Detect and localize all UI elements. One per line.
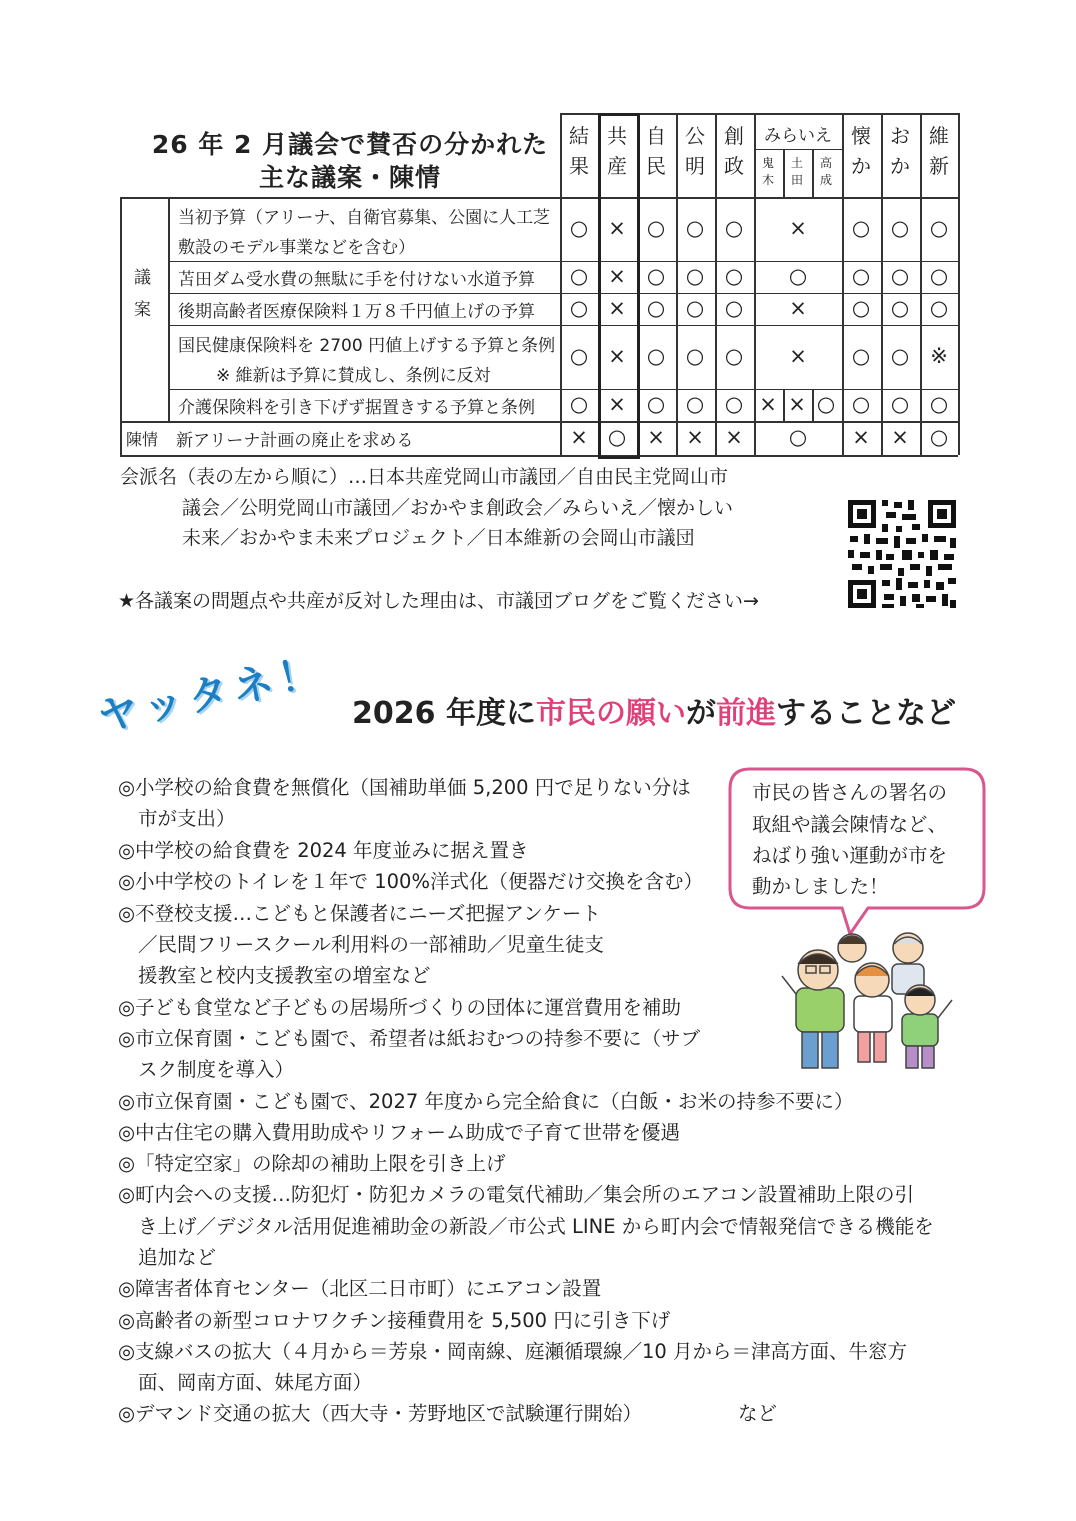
party-header [676,121,714,181]
achievement-item-continued: スク制度を導入） [138,1058,295,1081]
vote-mark: ○ [890,216,910,240]
vote-mark: ○ [685,296,705,320]
vote-mark: ○ [685,264,705,288]
group-label-giann: 議 [134,268,151,288]
factions-line1: 会派名（表の左から順に）…日本共産党岡山市議団／自由民主党岡山市 [120,466,729,488]
table-vline [120,197,122,455]
people-illustration-icon [772,926,972,1076]
table-hline [754,149,842,150]
vote-mark: ○ [569,344,589,368]
table-hline [120,455,958,457]
vote-mark: ○ [851,264,871,288]
bubble-line2: 取組や議会陳情など、 [752,813,948,836]
vote-mark: ○ [646,344,666,368]
vote-mark: ○ [646,264,666,288]
party-header-char: 結 [569,124,589,148]
vote-mark-mirai: ○ [788,264,808,288]
mirai-subheader-char: 成 [819,173,832,187]
mirai-subheader-char: 土 [790,156,803,170]
headline-part2: 市民の願い [535,696,686,731]
vote-mark: × [725,425,743,449]
vote-mark: ○ [569,264,589,288]
mirai-subheader-char: 田 [790,173,803,187]
vote-mark: × [891,425,909,449]
vote-mark: ○ [890,296,910,320]
party-header-char: か [890,154,910,178]
vote-mark: ○ [724,264,744,288]
headline-part3: が [685,696,716,731]
achievement-item-continued: 面、岡南方面、妹尾方面） [138,1371,373,1394]
table-hline [168,325,958,326]
vote-mark: ○ [724,344,744,368]
factions-line3: 未来／おかやま未来プロジェクト／日本維新の会岡山市議団 [182,527,695,549]
achievement-item: ◎小学校の給食費を無償化（国補助単価 5,200 円で足りない分は [118,776,691,799]
achievement-item-continued: ／民間フリースクール利用料の一部補助／児童生徒支 [138,933,604,956]
achievement-item-continued: 市が支出） [138,807,236,830]
row-label: 介護保険料を引き下げず据置きする予算と条例 [178,398,535,418]
vote-mark: ○ [929,425,949,449]
vote-table [120,113,960,456]
vote-mark: × [647,425,665,449]
achievement-item: ◎高齢者の新型コロナワクチン接種費用を 5,500 円に引き下げ [118,1309,671,1332]
vote-mark: × [608,392,626,416]
vote-mark-mirai: × [789,216,807,240]
row-label: 新アリーナ計画の廃止を求める [176,431,414,451]
party-header-char: 新 [929,154,949,178]
party-header-char: 創 [724,124,744,148]
factions-line2: 議会／公明党岡山市議団／おかやま創政会／みらいえ／懐かしい [182,497,734,519]
vote-mark: × [608,296,626,320]
yattane-logo [94,648,344,762]
vote-mark-mirai: × [759,392,777,416]
vote-mark: ○ [851,344,871,368]
vote-mark: ○ [685,344,705,368]
table-title-line2: 主な議案・陳情 [258,163,441,192]
vote-mark: × [686,425,704,449]
party-header [920,121,958,181]
qr-code-icon[interactable] [846,498,958,610]
party-header [598,121,636,181]
party-header-char: 自 [646,124,666,148]
row-label: 苫田ダム受水費の無駄に手を付けない水道予算 [178,270,535,290]
vote-mark: ○ [929,392,949,416]
group-label-chinjo: 陳情 [126,430,159,449]
vote-mark: ○ [569,296,589,320]
vote-mark-mirai: × [789,344,807,368]
achievement-item: ◎市立保育園・こども園で、希望者は紙おむつの持参不要に（サブ [118,1027,701,1050]
mirai-subheader-char: 高 [819,156,832,170]
row-label: 後期高齢者医療保険料１万８千円値上げの予算 [178,302,535,322]
party-header-char: 政 [724,154,744,178]
party-header-char: 民 [646,154,666,178]
achievement-item: ◎市立保育園・こども園で、2027 年度から完全給食に（白飯・お米の持参不要に） [118,1090,854,1113]
vote-mark: ○ [851,392,871,416]
bubble-line1: 市民の皆さんの署名の [752,781,948,804]
vote-mark: ○ [929,264,949,288]
vote-mark: ○ [685,392,705,416]
vote-mark: ○ [685,216,705,240]
party-header-char: か [851,154,871,178]
mirai-subheader [783,155,811,189]
vote-mark: ○ [646,392,666,416]
party-header [715,121,753,181]
headline-part1: 2026 年度に [352,696,536,731]
party-header [881,121,919,181]
vote-mark-mirai: ○ [788,425,808,449]
vote-mark: ○ [569,392,589,416]
achievement-item: ◎障害者体育センター（北区二日市町）にエアコン設置 [118,1277,602,1300]
achievement-item-continued: き上げ／デジタル活用促進補助金の新設／市公式 LINE から町内会で情報発信できる機能を [138,1215,934,1238]
vote-mark: ○ [724,216,744,240]
table-hline [168,293,958,294]
achievement-item: ◎中古住宅の購入費用助成やリフォーム助成で子育て世帯を優遇 [118,1121,681,1144]
mirai-subheader-char: 鬼 [761,156,774,170]
achievement-item-continued: 追加など [138,1246,217,1269]
mirai-subheader [754,155,782,189]
party-header-char: 公 [685,124,705,148]
table-vline [958,113,960,455]
table-hline [120,197,958,199]
row-label-sub: ※ 維新は予算に賛成し、条例に反対 [216,366,491,386]
row-label-sub: 敷設のモデル事業などを含む） [178,238,416,258]
party-header-char: 明 [685,154,705,178]
mirai-subheader-char: 木 [761,173,774,187]
achievement-item: ◎小中学校のトイレを１年で 100%洋式化（便器だけ交換を含む） [118,870,703,893]
vote-mark: ○ [724,296,744,320]
vote-mark: × [852,425,870,449]
vote-mark: ○ [724,392,744,416]
achievement-item: ◎中学校の給食費を 2024 年度並みに据え置き [118,839,529,862]
nado-text: など [738,1402,778,1425]
vote-mark-mirai: ○ [816,392,836,416]
vote-mark: ○ [569,216,589,240]
blog-note: ★各議案の問題点や共産が反対した理由は、市議団ブログをご覧ください→ [118,590,759,612]
achievement-item: ◎支線バスの拡大（４月から＝芳泉・岡南線、庭瀬循環線／10 月から＝津高方面、牛窓方 [118,1340,908,1363]
group-label-giann2: 案 [134,300,151,320]
party-header-char: 共 [607,124,627,148]
party-header [842,121,880,181]
vote-mark: × [608,344,626,368]
party-header [560,121,598,181]
vote-mark: ○ [851,296,871,320]
vote-mark: × [570,425,588,449]
headline-part4: 前進 [715,696,776,731]
mirai-subheader [812,155,840,189]
vote-mark: ○ [890,392,910,416]
vote-mark: ○ [929,296,949,320]
bubble-line4: 動かしました！ [752,875,889,898]
party-header-char: 果 [569,154,589,178]
party-header-char: 懐 [851,124,871,148]
mirai-header: みらいえ [764,126,832,146]
achievement-item: ◎「特定空家」の除却の補助上限を引き上げ [118,1152,506,1175]
achievement-item-continued: 援教室と校内支援教室の増室など [138,964,431,987]
row-label: 当初予算（アリーナ、自衛官募集、公園に人工芝 [178,208,551,228]
vote-mark-mirai: × [788,392,806,416]
table-hline [168,261,958,262]
achievement-item: ◎町内会への支援…防犯灯・防犯カメラの電気代補助／集会所のエアコン設置補助上限の引 [118,1183,915,1206]
party-header-char: 産 [607,154,627,178]
vote-mark: × [608,216,626,240]
vote-mark: ○ [890,344,910,368]
vote-mark: ○ [929,216,949,240]
vote-mark: ○ [890,264,910,288]
headline-part5: することなど [775,696,956,731]
achievement-item: ◎子ども食堂など子どもの居場所づくりの団体に運営費用を補助 [118,996,682,1019]
vote-mark: ○ [607,425,627,449]
party-header-char: お [890,124,910,148]
vote-mark: ○ [646,296,666,320]
achievement-item: ◎不登校支援…こどもと保護者にニーズ把握アンケート [118,902,601,925]
row-label: 国民健康保険料を 2700 円値上げする予算と条例 [178,336,556,356]
bubble-line3: ねばり強い運動が市を [752,844,948,867]
party-header-char: 維 [929,124,949,148]
table-title-line1: 26 年 2 月議会で賛否の分かれた [151,130,549,159]
achievement-item: ◎デマンド交通の拡大（西大寺・芳野地区で試験運行開始） [118,1402,643,1425]
vote-mark-mirai: × [789,296,807,320]
headline [352,688,956,732]
table-hline [120,421,958,423]
yattane-text: ヤッタネ！ [94,648,329,742]
vote-mark: ○ [851,216,871,240]
vote-mark: ※ [930,344,948,368]
table-hline [168,389,958,390]
party-header [637,121,675,181]
vote-mark: × [608,264,626,288]
vote-mark: ○ [646,216,666,240]
table-vline [168,197,170,421]
